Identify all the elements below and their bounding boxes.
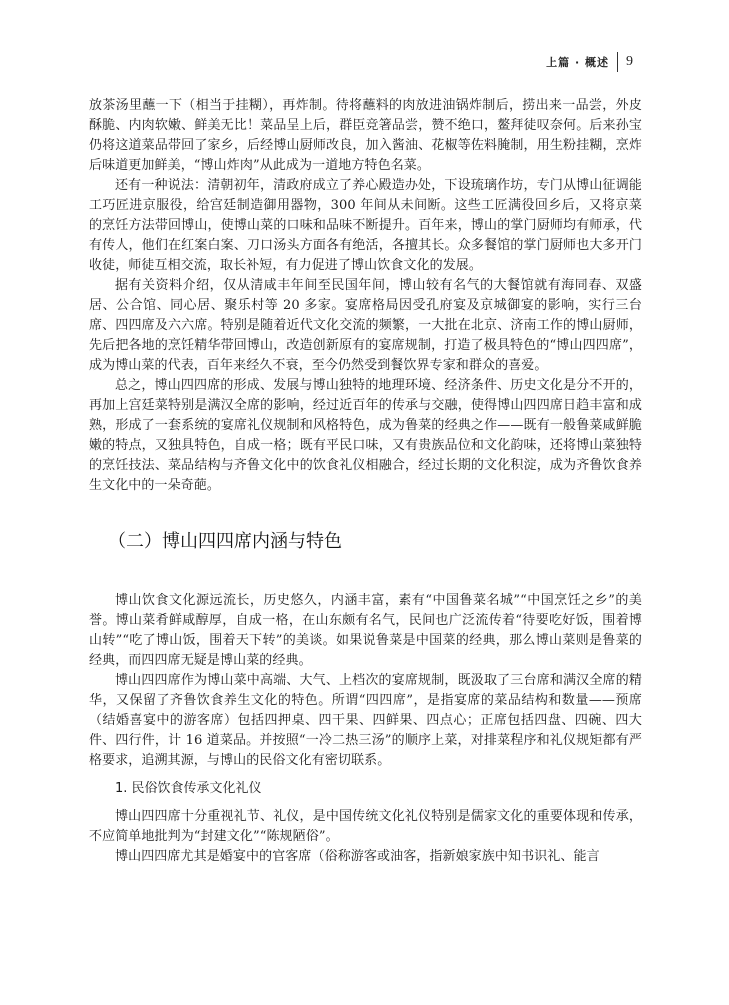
body-paragraph: 博山四四席尤其是婚宴中的官客席（俗称游客或油客，指新娘家族中知书识礼、能言 [115,849,600,864]
body-paragraph: 博山四四席十分重视礼节、礼仪，是中国传统文化礼仪特别是儒家文化的重要体现和传承，不应简单地批判为“封建文化”“陈规陋俗”。 [89,809,642,844]
body-paragraph: 还有一种说法：清朝初年，清政府成立了养心殿造办处，下设琉璃作坊，专门从博山征调能工巧匠进京服役，给宫廷制造御用器物，300 年间从未间断。这些工匠满役回乡后，又将京菜的烹饪方法带回博山，使博山菜的口味和品味不断提升。百年来，博山的掌门厨师均有师承，代有传人，他们在红案白案、刀口汤头方面各有绝活，各擅其长。众多餐馆的掌门厨师也大多开门收徒，师徒互相交流，取长补短，有力促进了博山饮食文化的发展。 [89,178,642,273]
body-paragraph: 博山四四席作为博山菜中高端、大气、上档次的宴席规制，既汲取了三台席和满汉全席的精华，又保留了齐鲁饮食养生文化的特色。所谓“四四席”，是指宴席的菜品结构和数量——预席（结婚喜宴中的游客席）包括四押桌、四干果、四鲜果、四点心；正席包括四盘、四碗、四大件、四行件，计 16 道菜品。并按照“一冷二热三汤”的顺序上菜，对排菜程序和礼仪规矩都有严格要求，追溯其源，与博山的民俗文化有密切联系。 [89,673,642,768]
page-body [89,96,642,867]
body-paragraph: 博山饮食文化源远流长，历史悠久，内涵丰富，素有“中国鲁菜名城”“中国烹饪之乡”的美誉。博山菜肴鲜咸醇厚，自成一格，在山东颇有名气，民间也广泛流传着“待要吃好饭，围着博山转”“吃了博山饭，围着天下转”的美谈。如果说鲁菜是中国菜的经典，那么博山菜则是鲁菜的经典，而四四席无疑是博山菜的经典。 [89,593,642,668]
header-divider [617,52,618,72]
section-heading: （二）博山四四席内涵与特色 [108,531,342,552]
sub-heading: 1. 民俗饮食传承文化礼仪 [115,781,262,796]
body-paragraph: 总之，博山四四席的形成、发展与博山独特的地理环境、经济条件、历史文化是分不开的，再加上宫廷菜特别是满汉全席的影响，经过近百年的传承与交融，使得博山四四席日趋丰富和成熟，形成了一套系统的宴席礼仪规制和风格特色，成为鲁菜的经典之作——既有一般鲁菜咸鲜脆嫩的特点，又独具特色，自成一格；既有平民口味，又有贵族品位和文化韵味，还将博山菜独特的烹饪技法、菜品结构与齐鲁文化中的饮食礼仪相融合，经过长期的文化积淀，成为齐鲁饮食养生文化中的一朵奇葩。 [89,378,642,493]
page-number: 9 [626,54,633,69]
running-header [546,52,633,72]
body-paragraph: 据有关资料介绍，仅从清咸丰年间至民国年间，博山较有名气的大餐馆就有海同春、双盛居、公合馆、同心居、聚乐村等 20 多家。宴席格局因受孔府宴及京城御宴的影响，实行三台席、四四席及六六席。特别是随着近代文化交流的频繁，一大批在北京、济南工作的博山厨师，先后把各地的烹饪精华带回博山，改造创新原有的宴席规制，打造了极具特色的“博山四四席”，成为博山菜的代表，百年来经久不衰，至今仍然受到餐饮界专家和群众的喜爱。 [89,278,642,373]
section-label: 上篇 · 概述 [546,56,609,69]
body-paragraph: 放茶汤里蘸一下（相当于挂糊），再炸制。待将蘸料的肉放进油锅炸制后，捞出来一品尝，外皮酥脆、内肉软嫩、鲜美无比！菜品呈上后，群臣竞箸品尝，赞不绝口，鳌拜徒叹奈何。后来孙宝仍将这道菜品带回了家乡，后经博山厨师改良，加入酱油、花椒等佐料腌制，用生粉挂糊，烹炸后味道更加鲜美，“博山炸肉”从此成为一道地方特色名菜。 [89,98,642,173]
